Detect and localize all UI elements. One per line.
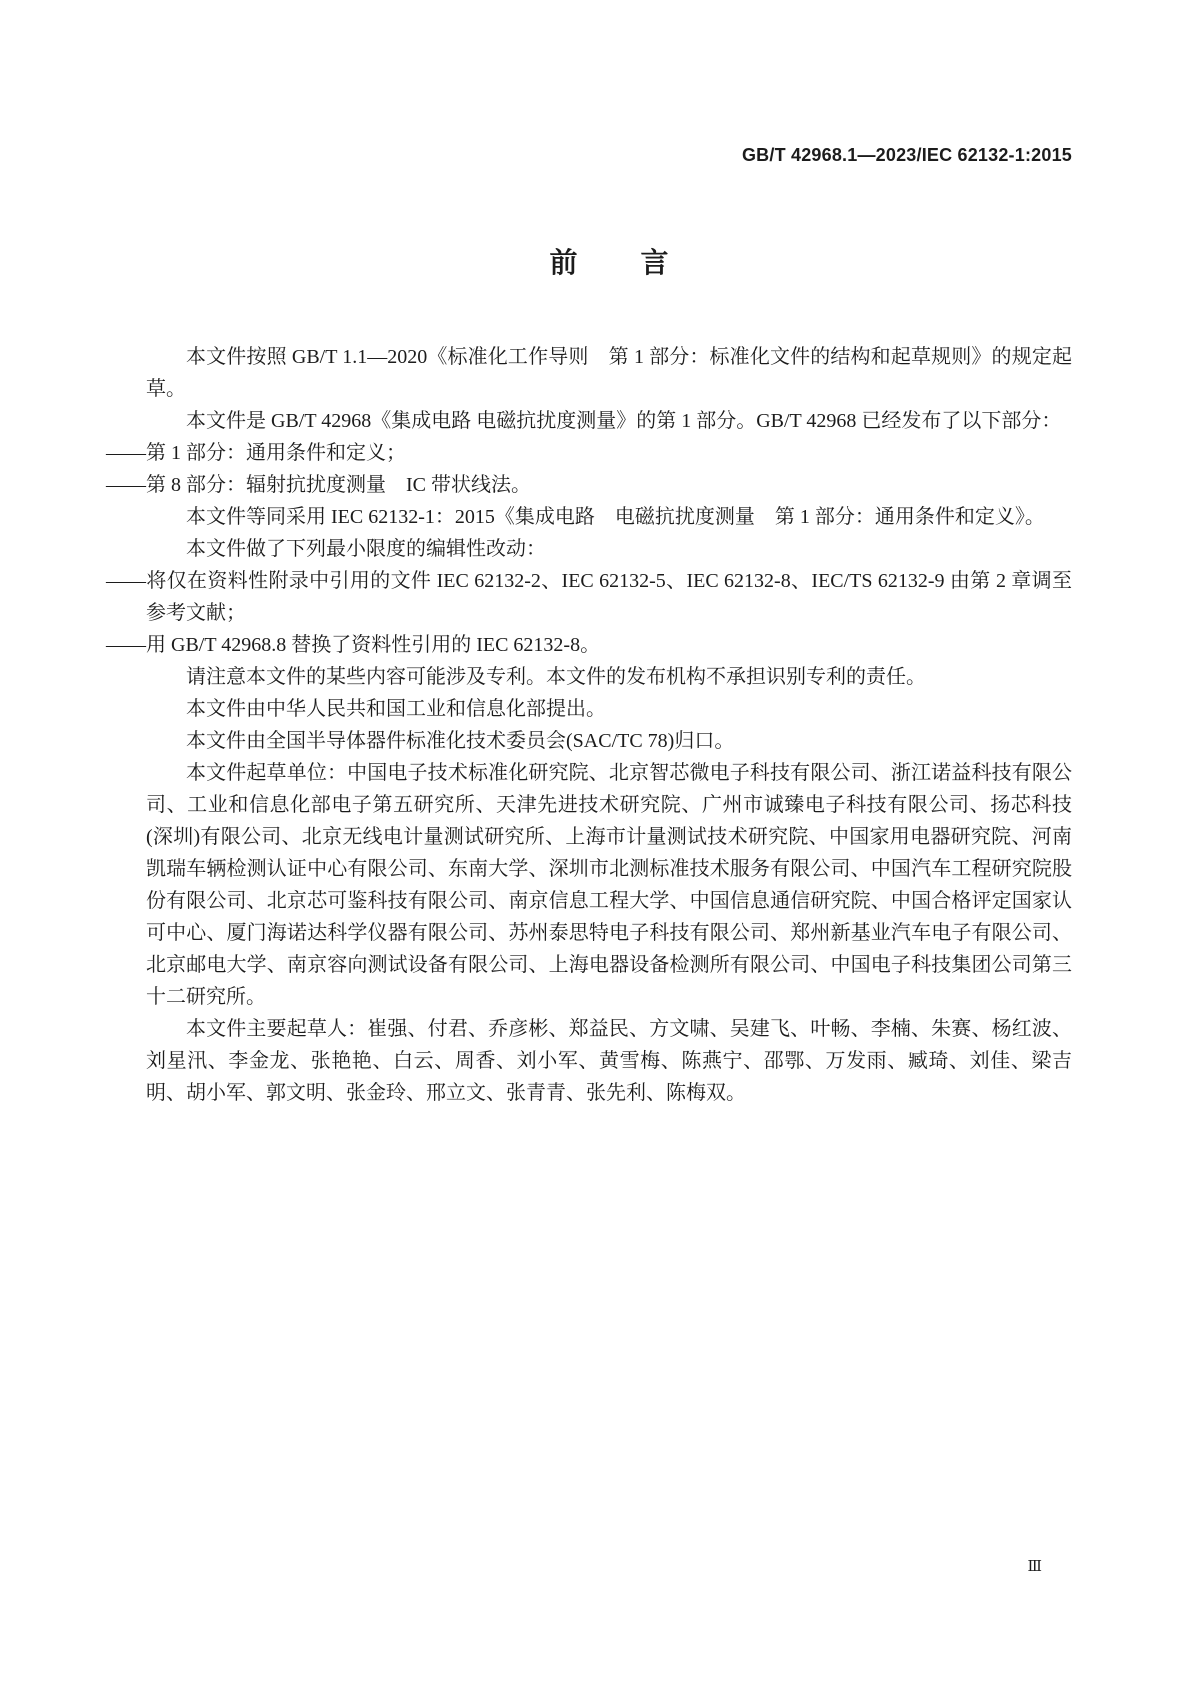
editorial-changes-intro: 本文件做了下列最小限度的编辑性改动：: [186, 538, 546, 560]
drafting-rules-statement: 本文件按照 GB/T 1.1—2020《标准化工作导则 第 1 部分：标准化文件的结构和起草规则》的规定起草。: [146, 346, 1072, 400]
drafters-list: 本文件主要起草人：崔强、付君、乔彦彬、郑益民、方文啸、吴建飞、叶畅、李楠、朱赛、杨红波、刘星汛、李金龙、张艳艳、白云、周香、刘小军、黄雪梅、陈燕宁、邵鄂、万发雨、臧琦、刘佳、梁吉明、胡小军、郭文明、张金玲、邢立文、张青青、张先利、陈梅双。: [146, 1018, 1072, 1104]
equivalence-statement: 本文件等同采用 IEC 62132-1：2015《集成电路 电磁抗扰度测量 第 1 部分：通用条件和定义》。: [186, 506, 1045, 528]
editorial-change-2: ——用 GB/T 42968.8 替换了资料性引用的 IEC 62132-8。: [106, 634, 601, 656]
part-1-list-item: ——第 1 部分：通用条件和定义；: [106, 442, 406, 464]
page-number: Ⅲ: [1027, 1557, 1042, 1575]
preface-title: 前 言: [549, 246, 669, 279]
part-8-list-item: ——第 8 部分：辐射抗扰度测量 IC 带状线法。: [106, 474, 531, 496]
drafting-organizations: 本文件起草单位：中国电子技术标准化研究院、北京智芯微电子科技有限公司、浙江诺益科技有限公司、工业和信息化部电子第五研究所、天津先进技术研究院、广州市诚臻电子科技有限公司、扬芯科技(深圳)有限公司、北京无线电计量测试研究所、上海市计量测试技术研究院、中国家用电器研究院、河南凯瑞车辆检测认证中心有限公司、东南大学、深圳市北测标准技术服务有限公司、中国汽车工程研究院股份有限公司、北京芯可鉴科技有限公司、南京信息工程大学、中国信息通信研究院、中国合格评定国家认可中心、厦门海诺达科学仪器有限公司、苏州泰思特电子科技有限公司、郑州新基业汽车电子有限公司、北京邮电大学、南京容向测试设备有限公司、上海电器设备检测所有限公司、中国电子科技集团公司第三十二研究所。: [146, 762, 1072, 1008]
preface-body: [106, 341, 1072, 1109]
document-number-header: GB/T 42968.1—2023/IEC 62132-1:2015: [741, 145, 1072, 165]
patent-notice: 请注意本文件的某些内容可能涉及专利。本文件的发布机构不承担识别专利的责任。: [186, 666, 926, 688]
editorial-change-1: ——将仅在资料性附录中引用的文件 IEC 62132-2、IEC 62132-5、IEC 62132-8、IEC/TS 62132-9 由第 2 章调至参考文献；: [106, 570, 1072, 624]
series-parts-statement: 本文件是 GB/T 42968《集成电路 电磁抗扰度测量》的第 1 部分。GB/T 42968 已经发布了以下部分：: [186, 410, 1062, 432]
responsible-committee-statement: 本文件由全国半导体器件标准化技术委员会(SAC/TC 78)归口。: [186, 730, 735, 752]
proposer-statement: 本文件由中华人民共和国工业和信息化部提出。: [186, 698, 606, 720]
